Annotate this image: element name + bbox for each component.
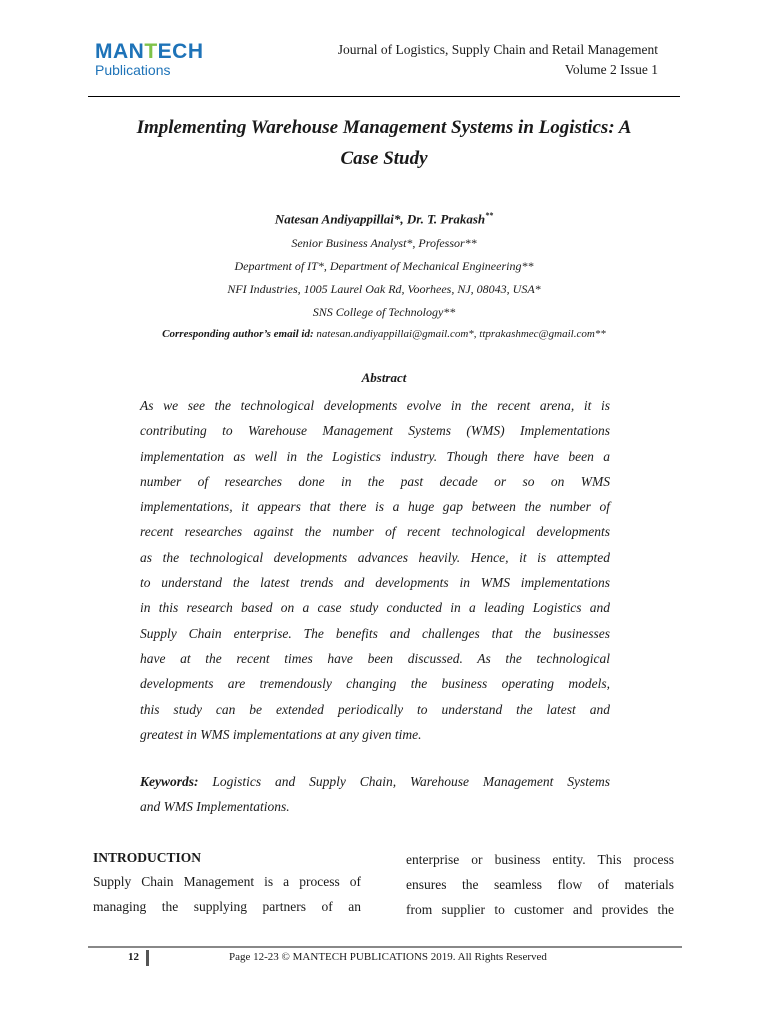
abstract-line: have at the recent times have been discussed. As the technological	[140, 650, 610, 666]
header-divider	[88, 96, 680, 97]
abstract-line: developments are tremendously changing the business operating models,	[140, 676, 610, 692]
abstract-line: greatest in WMS implementations at any given time.	[140, 726, 422, 742]
email-label: Corresponding author’s email id:	[162, 328, 314, 340]
left-column-text	[93, 869, 361, 919]
footer-copyright: Page 12-23 © MANTECH PUBLICATIONS 2019. All Rights Reserved	[229, 951, 547, 963]
right-column-line: enterprise or business entity. This process	[406, 852, 674, 867]
publisher-logo	[95, 42, 205, 78]
title-line-2: Case Study	[340, 148, 428, 169]
abstract-line: implementations, it appears that there is a huge gap between the number of	[140, 499, 610, 515]
title-line-1: Implementing Warehouse Management Systems in Logistics: A	[136, 117, 632, 138]
affiliation-college: SNS College of Technology**	[312, 305, 456, 319]
affiliation-departments: Department of IT*, Department of Mechanical Engineering**	[234, 259, 534, 273]
keywords-line-2: and WMS Implementations.	[140, 799, 290, 815]
left-column-line: managing the supplying partners of an	[93, 899, 361, 914]
abstract-line: to understand the latest trends and developments in WMS implementations	[140, 575, 610, 591]
journal-volume: Volume 2 Issue 1	[564, 62, 658, 77]
affiliation-roles: Senior Business Analyst*, Professor**	[291, 236, 477, 250]
abstract-line: implementation as well in the Logistics industry. Though there have been a	[140, 448, 610, 464]
abstract-line: this study can be extended periodically to understand the latest and	[140, 701, 610, 717]
section-heading-introduction: INTRODUCTION	[93, 850, 202, 865]
right-column-line: from supplier to customer and provides the	[406, 902, 674, 917]
footer-divider	[88, 946, 682, 948]
keywords-line-1: Logistics and Supply Chain, Warehouse Management Systems	[212, 774, 611, 789]
abstract-line: as the technological developments advances heavily. Hence, it is attempted	[140, 549, 610, 565]
paper-title	[90, 112, 678, 174]
keywords	[140, 769, 610, 820]
right-column-text	[406, 847, 674, 922]
corresponding-email	[60, 328, 708, 340]
page-number: 12	[128, 951, 139, 963]
author-list: Natesan Andiyappillai*, Dr. T. Prakash**	[274, 211, 494, 227]
left-column-line: Supply Chain Management is a process of	[93, 874, 361, 889]
left-column	[93, 847, 361, 919]
keywords-label: Keywords:	[140, 774, 199, 789]
right-column	[406, 847, 674, 922]
logo-wordmark: MANTECH	[95, 40, 204, 63]
email-addresses: natesan.andiyappillai@gmail.com*, ttprakashmec@gmail.com**	[316, 328, 606, 340]
journal-header	[338, 40, 658, 80]
right-column-line: ensures the seamless flow of materials	[406, 877, 674, 892]
abstract-line: in this research based on a case study conducted in a leading Logistics and	[140, 600, 610, 616]
logo-subtitle: Publications	[95, 62, 171, 78]
page-number-bar	[146, 950, 149, 966]
abstract-body	[140, 393, 610, 747]
abstract-line: recent researches against the number of recent technological developments	[140, 524, 610, 540]
affiliation-company: NFI Industries, 1005 Laurel Oak Rd, Voorhees, NJ, 08043, USA*	[227, 282, 541, 296]
abstract-line: As we see the technological developments evolve in the recent arena, it is	[140, 398, 610, 413]
abstract-line: number of researches done in the past decade or so on WMS	[140, 473, 610, 489]
abstract-heading: Abstract	[361, 370, 407, 385]
journal-name: Journal of Logistics, Supply Chain and Retail Management	[337, 42, 658, 57]
abstract-line: contributing to Warehouse Management Systems (WMS) Implementations	[140, 423, 610, 439]
abstract-line: Supply Chain enterprise. The benefits and challenges that the businesses	[140, 625, 610, 641]
